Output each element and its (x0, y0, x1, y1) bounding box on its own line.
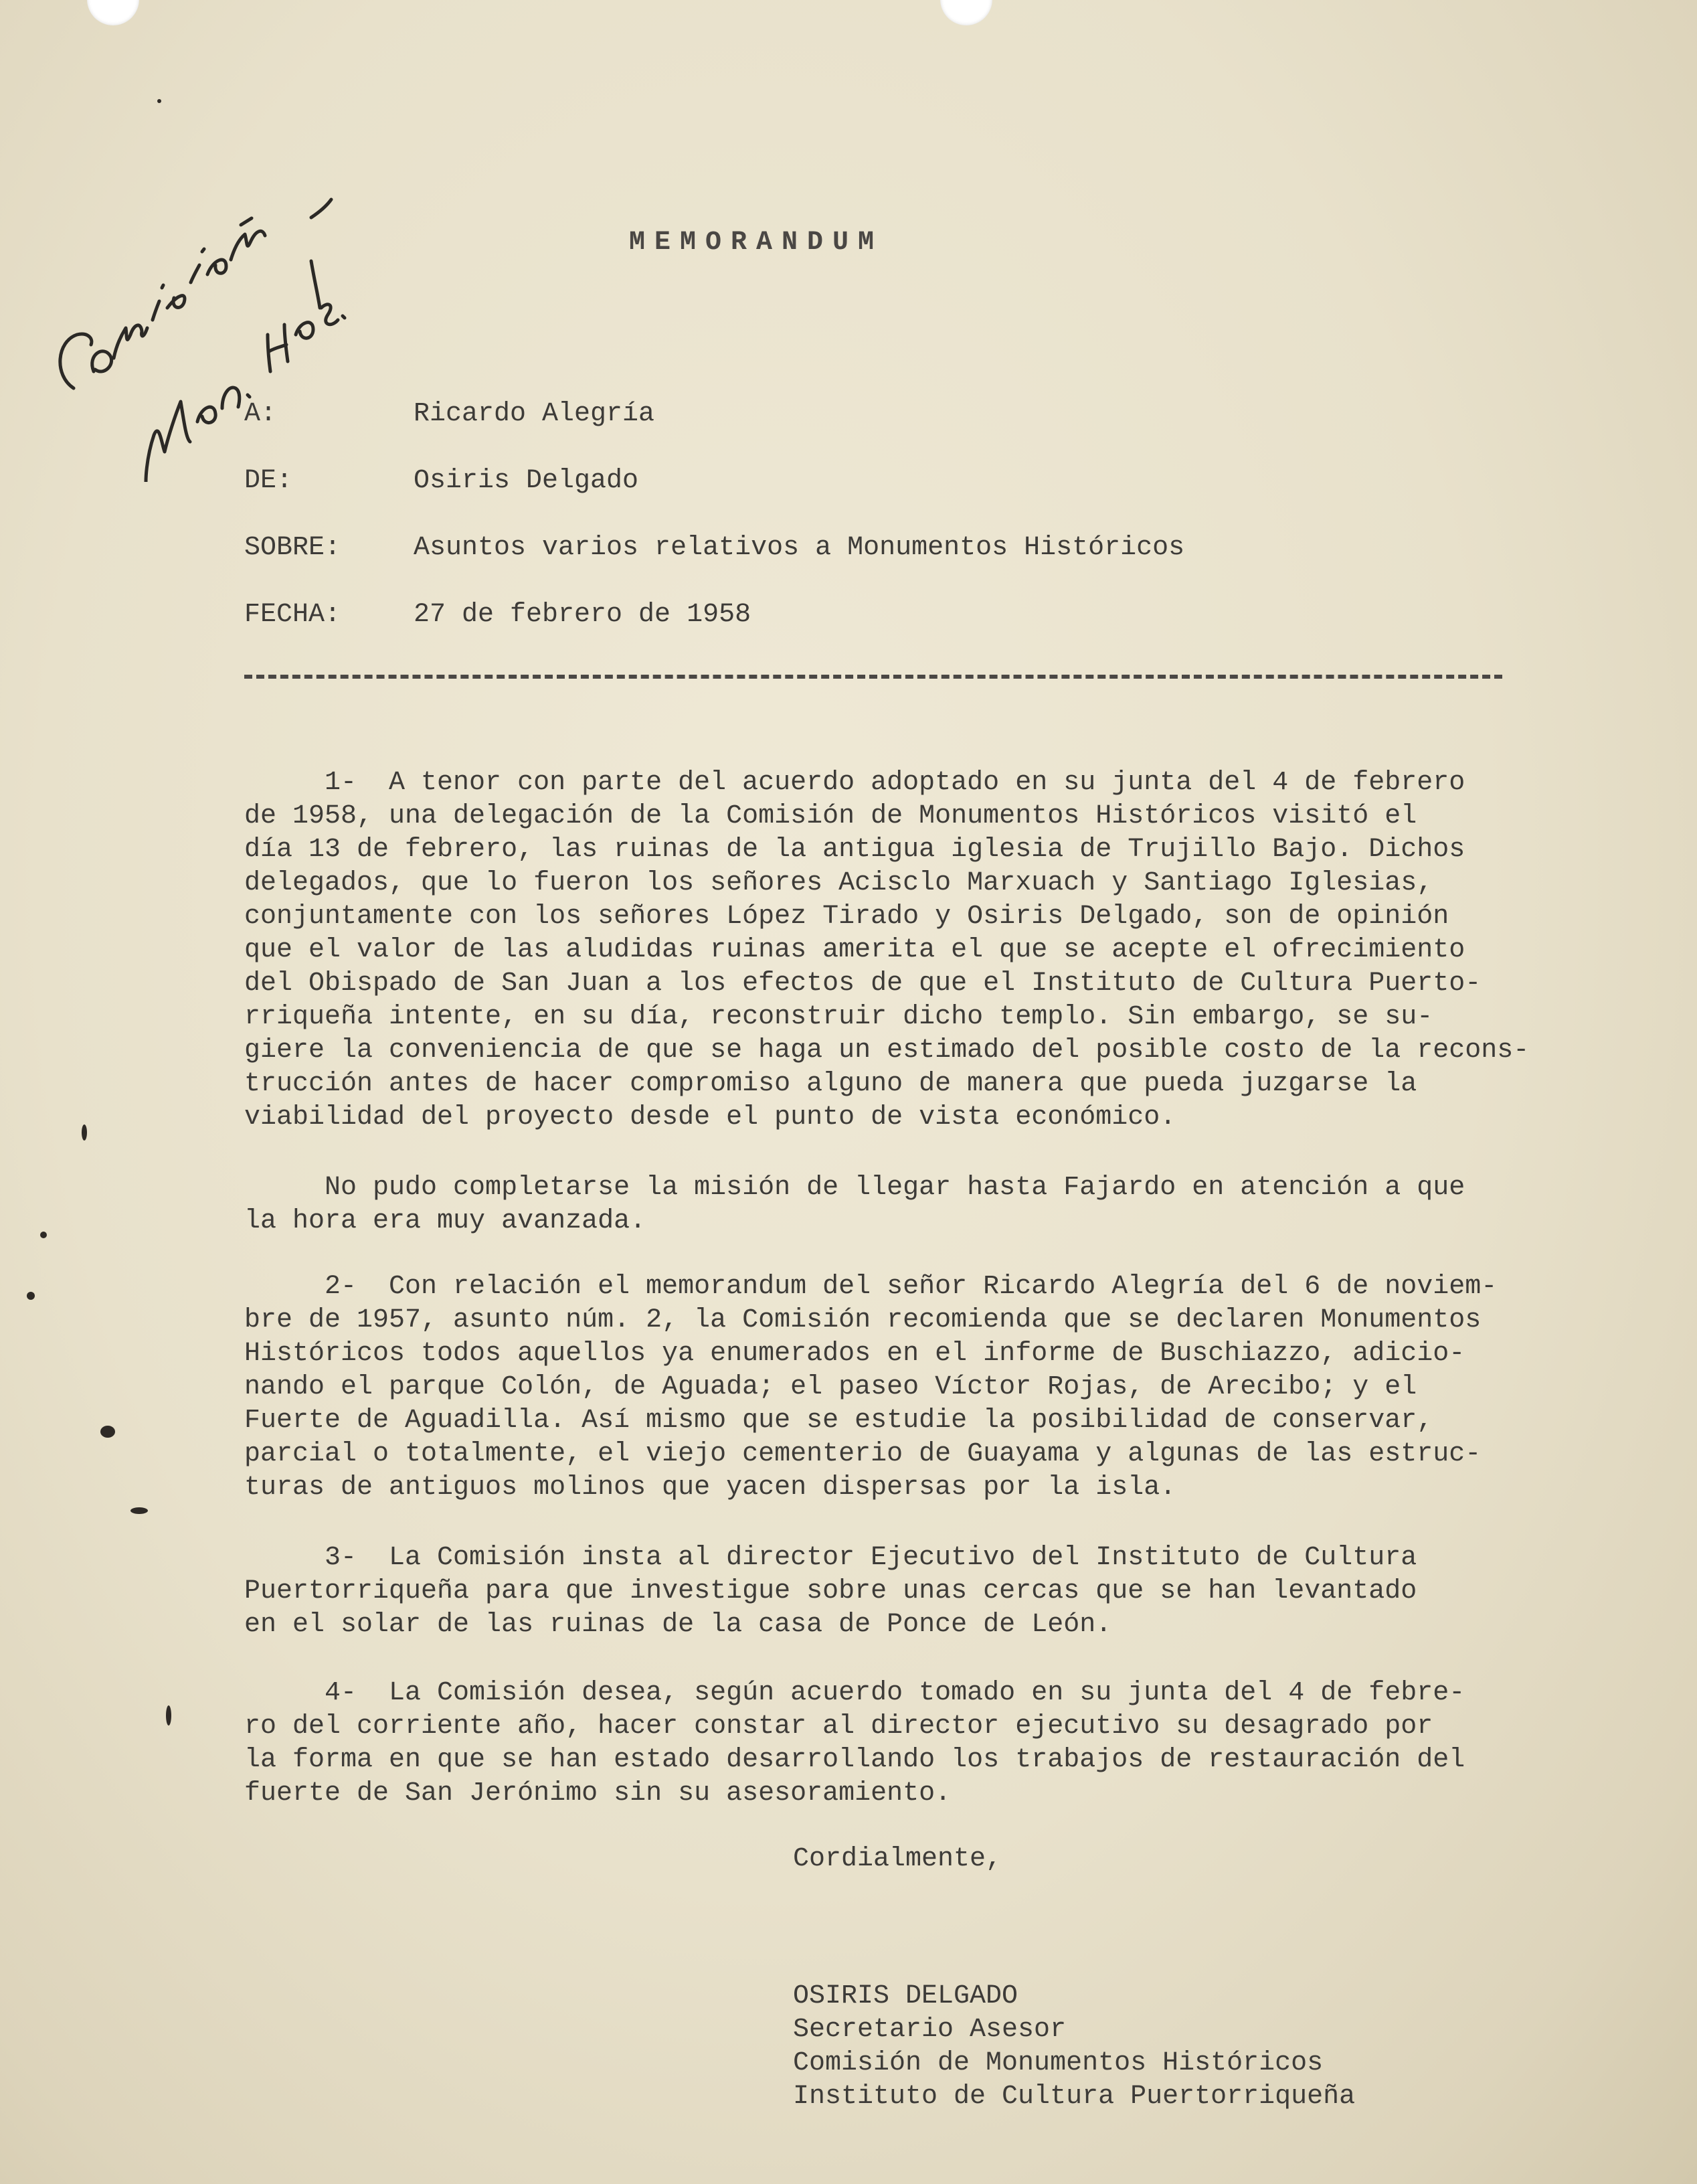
signature-title: Secretario Asesor (793, 2015, 1067, 2045)
signature-name: OSIRIS DELGADO (793, 1981, 1018, 2011)
paper-speck (27, 1292, 35, 1300)
paper-speck (82, 1124, 87, 1141)
date-label: FECHA: (244, 600, 341, 630)
paper-speck (100, 1426, 115, 1438)
paper-speck (40, 1232, 47, 1238)
signature-org-1: Comisión de Monumentos Históricos (793, 2048, 1324, 2078)
memo-title: MEMORANDUM (629, 228, 884, 258)
to-value: Ricardo Alegría (414, 399, 655, 429)
paragraph-fajardo: No pudo completarse la misión de llegar hasta Fajardo en atención a que la hora era muy avanzada. (244, 1173, 1465, 1236)
paper-speck (166, 1705, 171, 1726)
signature-org-2: Instituto de Cultura Puertorriqueña (793, 2082, 1356, 2112)
paragraph-2: 2- Con relación el memorandum del señor Ricardo Alegría del 6 de noviem- bre de 1957, asunto núm. 2, la Comisión recomienda que se declaren Monumentos Históricos todos aquellos ya enumerados en el informe de Buschiazzo, adicio- nando el parque Colón, de Aguada; el paseo Víctor Rojas, de Arecibo; y el Fuerte de Aguadilla. Así mismo que se estudie la posibilidad de conservar, parcial o totalmente, el viejo cementerio de Guayama y algunas de las estruc- turas de antiguos molinos que yacen dispersas por la isla. (244, 1272, 1498, 1503)
subject-value: Asuntos varios relativos a Monumentos Históricos (414, 533, 1185, 563)
paragraph-4: 4- La Comisión desea, según acuerdo tomado en su junta del 4 de febre- ro del corriente año, hacer constar al director ejecutivo su desagrado por la forma en que se han estado desarrollando los trabajos de restauración del fuerte de San Jerónimo sin su asesoramiento. (244, 1678, 1465, 1809)
from-label: DE: (244, 466, 293, 496)
punch-hole-right (940, 0, 992, 25)
date-value: 27 de febrero de 1958 (414, 600, 751, 630)
paper-speck (157, 99, 161, 103)
paragraph-3: 3- La Comisión insta al director Ejecutivo del Instituto de Cultura Puertorriqueña para que investigue sobre unas cercas que se han levantado en el solar de las ruinas de la casa de Ponce de León. (244, 1543, 1417, 1640)
paragraph-1: 1- A tenor con parte del acuerdo adoptado en su junta del 4 de febrero de 1958, una delegación de la Comisión de Monumentos Históricos visitó el día 13 de febrero, las ruinas de la antigua iglesia de Trujillo Bajo. Dichos delegados, que lo fueron los señores Acisclo Marxuach y Santiago Iglesias, conjuntamente con los señores López Tirado y Osiris Delgado, son de opinión que el valor de las aludidas ruinas amerita el que se acepte el ofrecimiento del Obispado de San Juan a los efectos de que el Instituto de Cultura Puerto- rriqueña intente, en su día, reconstruir dicho templo. Sin embargo, se su- giere la conveniencia de que se haga un estimado del posible costo de la recons- trucción antes de hacer compromiso alguno de manera que pueda juzgarse la viabilidad del proyecto desde el punto de vista económico. (244, 768, 1530, 1132)
to-label: A: (244, 399, 277, 429)
punch-hole-left (87, 0, 139, 25)
handwritten-annotation (47, 107, 355, 482)
paper-speck (130, 1507, 148, 1514)
closing: Cordialmente, (793, 1844, 1002, 1874)
header-divider (244, 675, 1502, 679)
from-value: Osiris Delgado (414, 466, 639, 496)
subject-label: SOBRE: (244, 533, 341, 563)
